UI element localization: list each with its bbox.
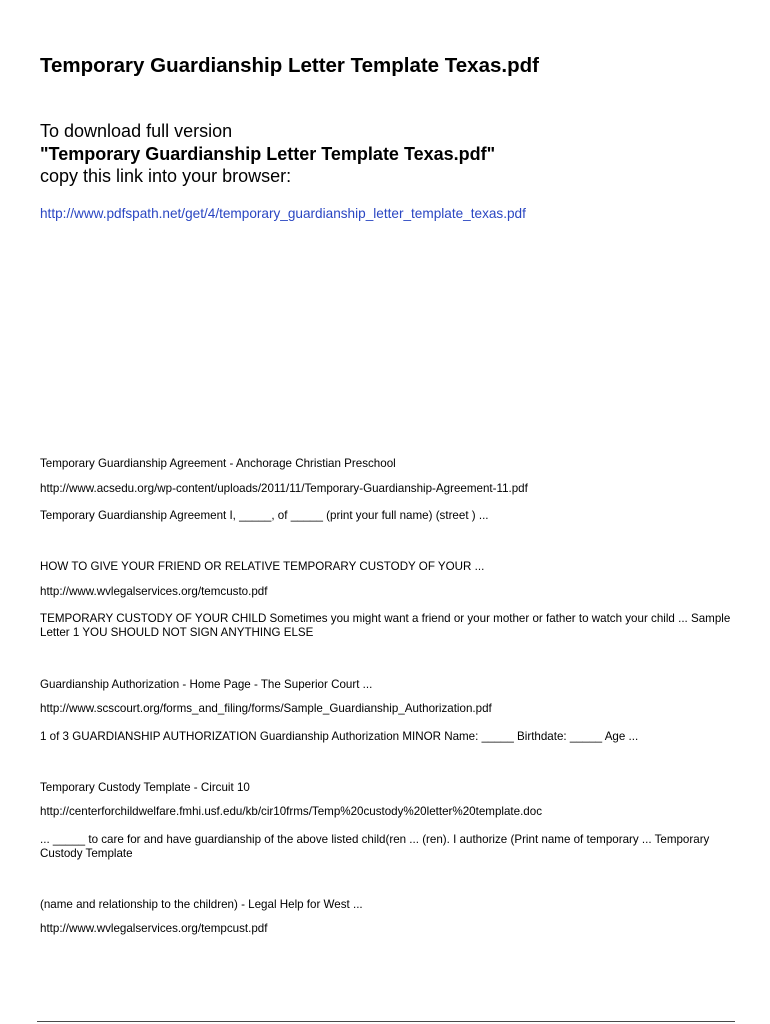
result-snippet-line: 1 of 3 GUARDIANSHIP AUTHORIZATION Guardianship Authorization MINOR Name: _____ Birthdate: _____ Age ...: [40, 730, 639, 743]
result-snippet-line: Temporary Guardianship Agreement I, _____, of _____ (print your full name) (street ) ...: [40, 509, 489, 522]
result-title: Temporary Custody Template - Circuit 10: [40, 781, 250, 794]
result-url: http://www.acsedu.org/wp-content/uploads/2011/11/Temporary-Guardianship-Agreement-11.pdf: [40, 482, 528, 495]
result-snippet-line: Letter 1 YOU SHOULD NOT SIGN ANYTHING ELSE: [40, 626, 314, 639]
page-bottom-rule: [37, 1021, 735, 1022]
result-url: http://www.wvlegalservices.org/temcusto.pdf: [40, 585, 268, 598]
download-link[interactable]: http://www.pdfspath.net/get/4/temporary_guardianship_letter_template_texas.pdf: [40, 206, 526, 221]
result-title: Temporary Guardianship Agreement - Anchorage Christian Preschool: [40, 457, 396, 470]
result-snippet-line: ... _____ to care for and have guardianship of the above listed child(ren ... (ren). I authorize (Print name of temporary ... Temporary: [40, 833, 710, 846]
document-title: Temporary Guardianship Letter Template Texas.pdf: [40, 54, 539, 77]
result-title: Guardianship Authorization - Home Page - The Superior Court ...: [40, 678, 373, 691]
download-copy-instruction: copy this link into your browser:: [40, 166, 292, 186]
download-instruction-line: To download full version: [40, 121, 233, 141]
result-url: http://www.scscourt.org/forms_and_filing/forms/Sample_Guardianship_Authorization.pdf: [40, 702, 492, 715]
result-url: http://www.wvlegalservices.org/tempcust.pdf: [40, 922, 268, 935]
result-title: HOW TO GIVE YOUR FRIEND OR RELATIVE TEMPORARY CUSTODY OF YOUR ...: [40, 560, 485, 573]
result-title: (name and relationship to the children) - Legal Help for West ...: [40, 898, 363, 911]
download-file-name: "Temporary Guardianship Letter Template Texas.pdf": [40, 144, 496, 164]
result-url: http://centerforchildwelfare.fmhi.usf.edu/kb/cir10frms/Temp%20custody%20letter%20template.doc: [40, 805, 542, 818]
result-snippet-line: Custody Template: [40, 847, 133, 860]
result-snippet-line: TEMPORARY CUSTODY OF YOUR CHILD Sometimes you might want a friend or your mother or father to watch your child ... Sample: [40, 612, 731, 625]
